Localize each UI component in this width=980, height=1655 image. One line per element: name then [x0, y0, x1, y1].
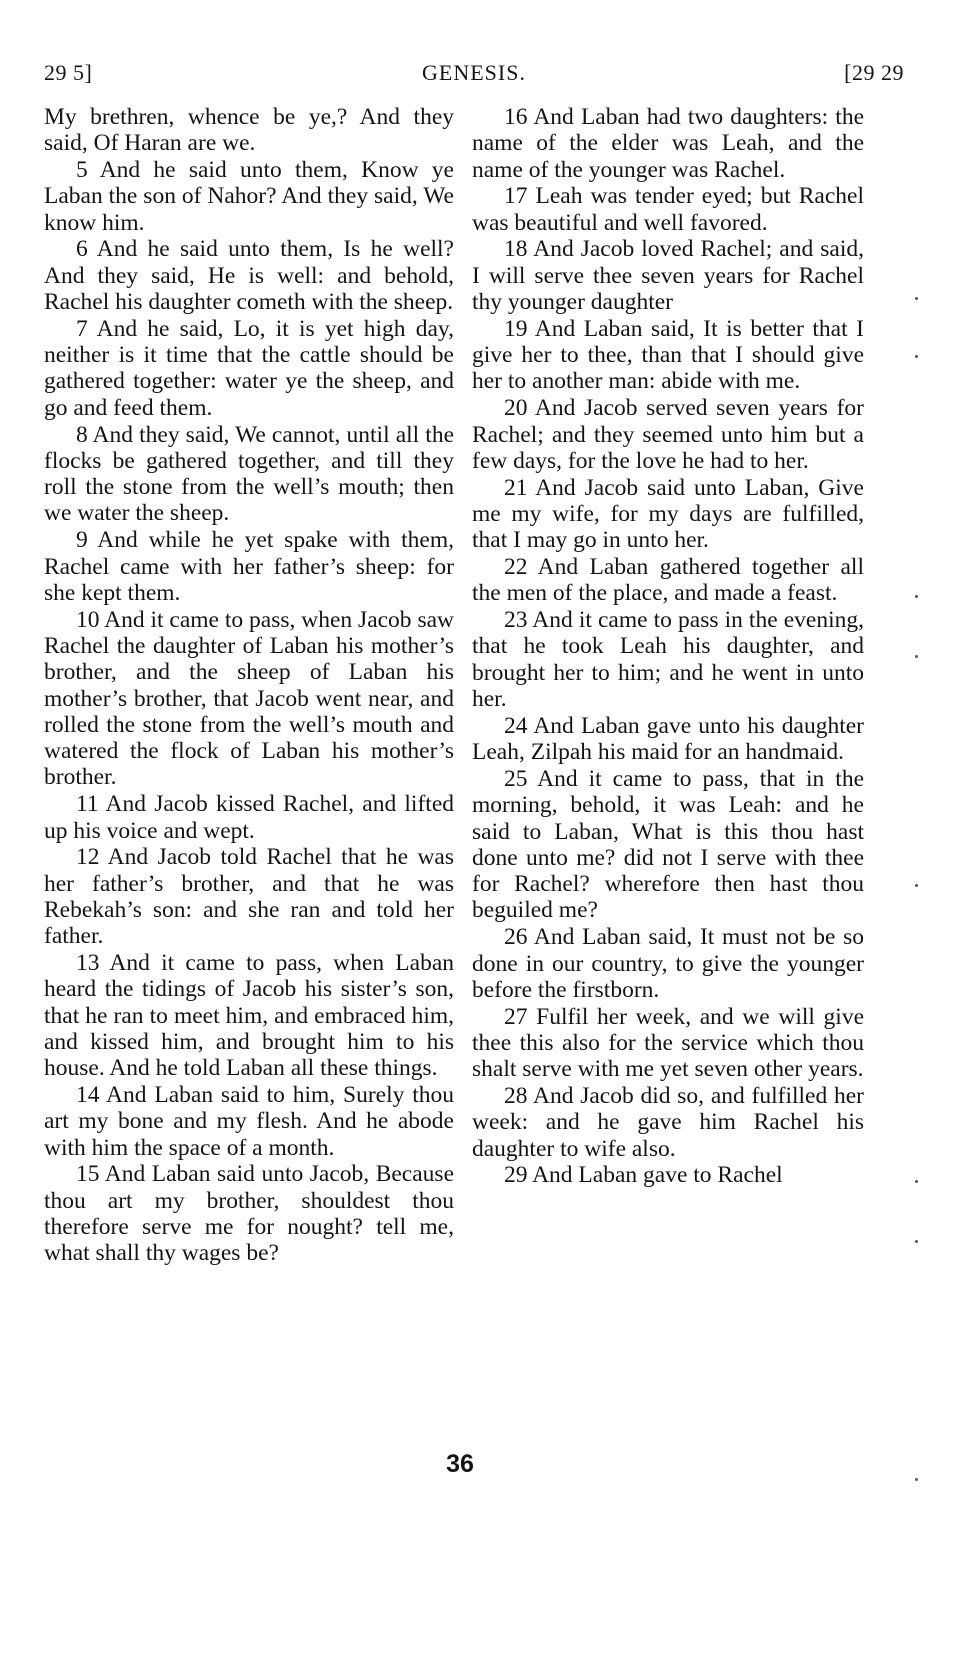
verse-27: 27 Fulfil her week, and we will give thee this also for the service which thou shalt serve with me yet seven other years.	[472, 1003, 864, 1083]
verse-24: 24 And Laban gave unto his daughter Leah, Zilpah his maid for an handmaid.	[472, 712, 864, 766]
verse-28: 28 And Jacob did so, and fulfilled her week: and he gave him Rachel his daughter to wife also.	[472, 1082, 864, 1162]
verse-11: 11 And Jacob kissed Rachel, and lifted up his voice and wept.	[44, 791, 454, 844]
verse-19: 19 And Laban said, It is better that I give her to thee, than that I should give her to another man: abide with me.	[472, 315, 864, 395]
verse-17: 17 Leah was tender eyed; but Rachel was beautiful and well favored.	[472, 183, 864, 236]
scan-speck	[915, 595, 918, 598]
verse-23: 23 And it came to pass in the evening, that he took Leah his daughter, and brought her to him; and he went in unto her.	[472, 607, 864, 713]
right-column	[472, 104, 864, 1189]
verse-18: 18 And Jacob loved Rachel; and said, I will serve thee seven years for Rachel thy younger daughter	[472, 236, 864, 316]
scan-speck	[915, 655, 918, 658]
book-title: GENESIS.	[422, 60, 526, 85]
verse-9: 9 And while he yet spake with them, Rachel came with her father’s sheep: for she kept them.	[44, 527, 454, 606]
header-right-reference: [29 29	[844, 60, 904, 85]
verse-8: 8 And they said, We cannot, until all the flocks be gathered together, and till they roll the stone from the well’s mouth; then we water the sheep.	[44, 421, 454, 527]
verse-12: 12 And Jacob told Rachel that he was her father’s brother, and that he was Rebekah’s son: and she ran and told her father.	[44, 844, 454, 950]
verse-5: 5 And he said unto them, Know ye Laban the son of Nahor? And they said, We know him.	[44, 157, 454, 236]
header-left-reference: 29 5]	[44, 60, 93, 85]
scan-speck	[915, 884, 918, 887]
verse-10: 10 And it came to pass, when Jacob saw Rachel the daughter of Laban his mother’s brother, and the sheep of Laban his mother’s brother, that Jacob went near, and rolled the stone from the well’s mouth and watered the flock of Laban his mother’s brother.	[44, 606, 454, 791]
scan-speck	[915, 1240, 918, 1243]
verse-13: 13 And it came to pass, when Laban heard the tidings of Jacob his sister’s son, that he ran to meet him, and embraced him, and kissed him, and brought him to his house. And he told Laban all these things.	[44, 950, 454, 1082]
verse-26: 26 And Laban said, It must not be so done in our country, to give the younger before the firstborn.	[472, 924, 864, 1003]
page-number: 36	[446, 1450, 474, 1478]
verse-15: 15 And Laban said unto Jacob, Because thou art my brother, shouldest thou therefore serve me for nought? tell me, what shall thy wages be?	[44, 1161, 454, 1267]
scan-speck	[915, 1180, 918, 1183]
scan-speck	[915, 355, 918, 358]
scan-speck	[915, 1478, 918, 1481]
verse-22: 22 And Laban gathered together all the men of the place, and made a feast.	[472, 554, 864, 607]
verse-continuation: My brethren, whence be ye,? And they said, Of Haran are we.	[44, 104, 454, 157]
left-column	[44, 104, 454, 1267]
verse-14: 14 And Laban said to him, Surely thou art my bone and my flesh. And he abode with him the space of a month.	[44, 1081, 454, 1161]
running-header	[44, 60, 904, 96]
verse-25: 25 And it came to pass, that in the morning, behold, it was Leah: and he said to Laban, What is this thou hast done unto me? did not I serve with thee for Rachel? wherefore then hast thou beguiled me?	[472, 765, 864, 924]
verse-16: 16 And Laban had two daughters: the name of the elder was Leah, and the name of the younger was Rachel.	[472, 104, 864, 183]
verse-29: 29 And Laban gave to Rachel	[504, 1162, 783, 1189]
scan-speck	[915, 297, 918, 300]
verse-20: 20 And Jacob served seven years for Rachel; and they seemed unto him but a few days, for the love he had to her.	[472, 395, 864, 474]
verse-21: 21 And Jacob said unto Laban, Give me my wife, for my days are fulfilled, that I may go in unto her.	[472, 474, 864, 554]
verse-7: 7 And he said, Lo, it is yet high day, neither is it time that the cattle should be gathered together: water ye the sheep, and go and feed them.	[44, 315, 454, 421]
verse-6: 6 And he said unto them, Is he well? And they said, He is well: and behold, Rachel his daughter cometh with the sheep.	[44, 236, 454, 316]
